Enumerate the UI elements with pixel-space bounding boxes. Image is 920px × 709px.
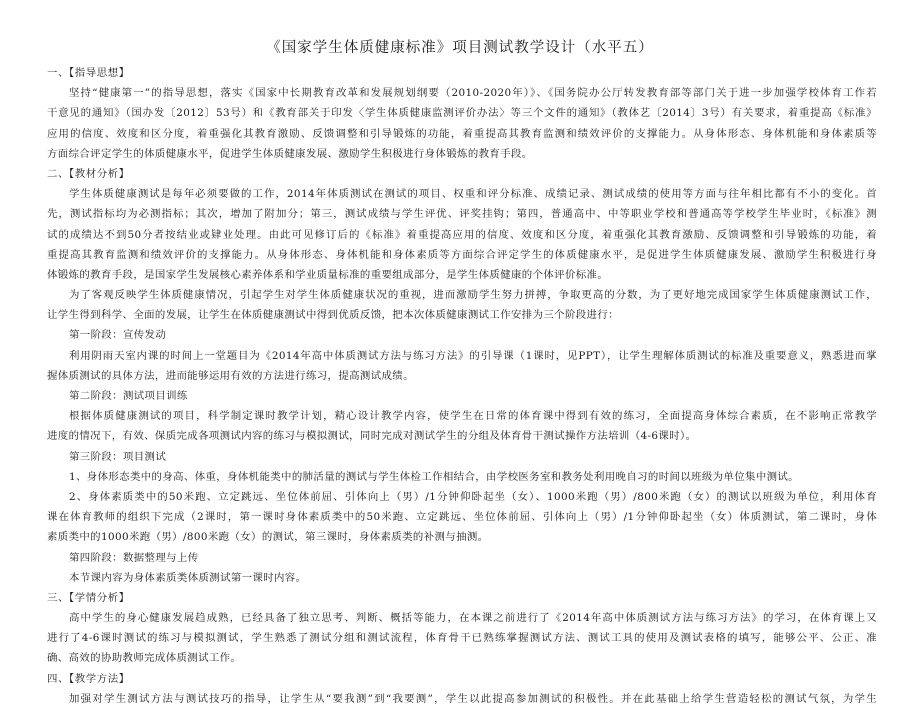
text-line: 2、身体素质类中的50米跑、立定跳远、坐位体前屈、引体向上（男）/1分钟仰卧起坐（女）、1000米跑（男）/800米跑（女）的测试以班级为单位，利用体育 xyxy=(69,490,877,503)
section-heading: 三、【学情分析】 xyxy=(47,591,130,604)
section-heading: 四、【教学方法】 xyxy=(47,672,130,685)
text-line: 为了客观反映学生体质健康情况，引起学生对学生体质健康状况的重视，进而激励学生努力拼搏，争取更高的分数，为了更好地完成国家学生体质健康测试工作， xyxy=(69,289,877,302)
text-line: 进度的情况下，有效、保质完成各项测试内容的练习与模拟测试，同时完成对测试学生的分组及体育骨干测试操作方法培训（4-6课时）。 xyxy=(47,430,697,443)
text-line: 第二阶段：测试项目训练 xyxy=(69,390,188,402)
text-line: 干意见的通知》（国办发〔2012〕53号）和《教育部关于印发〈学生体质健康监测评价办法〉等三个文件的通知》（教体艺〔2014〕3号）有关要求，着重提高《标准》 xyxy=(47,107,877,120)
text-line: 素质类中的1000米跑（男）/800米跑（女）的测试，第三课时，身体素质类的补测与抽测。 xyxy=(47,531,489,544)
text-line: 体锻炼的教育手段，是国家学生发展核心素养体系和学业质量标准的重要组成部分，是学生体质健康的个体评价标准。 xyxy=(47,268,609,281)
text-line: 本节课内容为身体素质类体质测试第一课时内容。 xyxy=(69,571,307,584)
text-line: 应用的信度、效度和区分度，着重强化其教育激励、反馈调整和引导锻炼的功能，着重提高其教育监测和绩效评价的支撑能力。从身体形态、身体机能和身体素质等 xyxy=(47,127,877,140)
document-body xyxy=(47,63,877,709)
text-line: 学生体质健康测试是每年必须要做的工作，2014年体质测试在测试的项目、权重和评分标准、成绩记录、测试成绩的使用等方面与往年相比都有不小的变化。首 xyxy=(69,188,877,201)
section-heading: 二、【教材分析】 xyxy=(47,167,130,180)
text-line: 根据体质健康测试的项目，科学制定课时教学计划，精心设计教学内容，使学生在日常的体育课中得到有效的练习，全面提高身体综合素质，在不影响正常教学 xyxy=(69,410,877,423)
text-line: 进行了4-6课时测试的练习与模拟测试，学生熟悉了测试分组和测试流程，体育骨干已熟练掌握测试方法、测试工具的使用及测试表格的填写，能够公平、公正、准 xyxy=(47,632,877,645)
document-title: 《国家学生体质健康标准》项目测试教学设计（水平五） xyxy=(266,40,654,56)
text-line: 先，测试指标均为必测指标；其次，增加了附加分；第三，测试成绩与学生评优、评奖挂钩；第四，普通高中、中等职业学校和普通高等学校学生毕业时，《标准》测 xyxy=(47,208,877,221)
text-line: 高中学生的身心健康发展趋成熟，已经具备了独立思考、判断、概括等能力，在本课之前进行了《2014年高中体质测试方法与练习方法》的学习，在体育课上又 xyxy=(69,612,877,625)
text-line: 第四阶段：数据整理与上传 xyxy=(69,551,199,564)
text-line: 确、高效的协助教师完成体质测试工作。 xyxy=(47,652,242,665)
text-line: 利用阴雨天室内课的时间上一堂题目为《2014年高中体质测试方法与练习方法》的引导课（1课时，见PPT），让学生理解体质测试的标准及重要意义，熟悉进而掌 xyxy=(69,349,877,362)
text-line: 1、身体形态类中的身高、体重，身体机能类中的肺活量的测试与学生体检工作相结合，由学校医务室和教务处利用晚自习的时间以班级为单位集中测试。 xyxy=(69,470,799,483)
text-line: 握体质测试的具体方法，进而能够运用有效的方法进行练习，提高测试成绩。 xyxy=(47,369,414,382)
text-line: 坚持“健康第一”的指导思想，落实《国家中长期教育改革和发展规划纲要（2010-2020年）》、《国务院办公厅转发教育部等部门关于进一步加强学校体育工作若 xyxy=(69,87,877,100)
text-line: 第一阶段：宣传发动 xyxy=(69,329,167,342)
text-line: 重提高其教育监测和绩效评价的支撑能力。从身体形态、身体机能和身体素质等方面综合评定学生的体质健康水平，是促进学生体质健康发展、激励学生积极进行身 xyxy=(47,248,877,261)
section-heading: 一、【指导思想】 xyxy=(47,67,130,79)
text-line: 加强对学生测试方法与测试技巧的指导，让学生从“要我测”到“我要测”，学生以此提高参加测试的积极性。并在此基础上给学生营造轻松的测试气氛，为学生 xyxy=(69,692,877,705)
text-line: 课在体育教师的组织下完成（2课时，第一课时身体素质类中的50米跑、立定跳远、坐位体前屈、引体向上（男）/1分钟仰卧起坐（女）体质测试，第二课时，身体 xyxy=(47,511,877,524)
text-line: 第三阶段：项目测试 xyxy=(69,450,167,463)
text-line: 试的成绩达不到50分者按结业或肄业处理。由此可见修订后的《标准》着重提高应用的信度、效度和区分度，着重强化其教育激励、反馈调整和引导锻炼的功能，着 xyxy=(47,228,877,241)
text-line: 让学生得到科学、全面的发展，让学生在体质健康测试中得到优质反馈，把本次体质健康测试工作安排为三个阶段进行： xyxy=(47,309,619,322)
text-line: 方面综合评定学生的体质健康水平，促进学生体质健康发展、激励学生积极进行身体锻炼的教育手段。 xyxy=(47,147,533,160)
